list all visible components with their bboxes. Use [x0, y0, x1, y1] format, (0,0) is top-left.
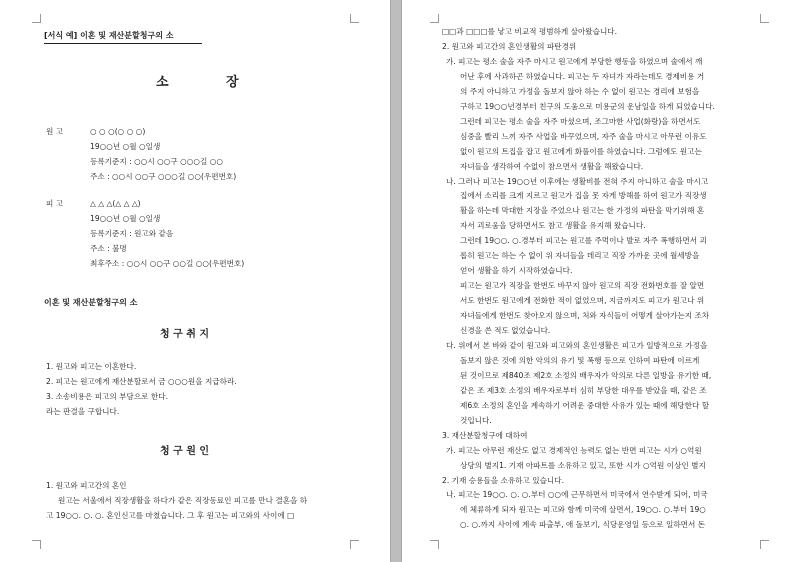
cause-line: 고 19○○. ○. ○. 혼인신고를 마쳤습니다. 그 후 원고는 피고와의 사이에 □: [46, 511, 295, 520]
crop-mark: [760, 540, 769, 549]
body-line: 얻어 생활을 하기 시작하였습니다.: [460, 266, 573, 276]
body-line: ○. ○.까지 사이에 계속 파출부, 애 돌보기, 식당운영일 등으로 일하면서 돈: [460, 520, 706, 530]
defendant-registration: 등록기준지 : 원고와 같음: [90, 229, 174, 238]
body-line: 집에서 소리를 크게 지르고 원고가 집을 못 자게 방해를 하여 원고가 직장생: [460, 191, 707, 201]
body-line: 같은 조 제3호 소정의 배우자로부터 심히 부당한 대우를 받았을 때, 같은 조: [460, 385, 707, 395]
claim-item: 3. 소송비용은 피고의 부담으로 한다.: [46, 392, 169, 401]
body-line: 에 체류하게 되자 원고는 피고와 함께 미국에 살면서, 19○○. ○.부터 19○: [460, 505, 706, 515]
plaintiff-birth: 19○○년 ○월 ○일생: [90, 142, 161, 151]
claim-item: 2. 피고는 원고에게 재산분할로서 금 ○○○원을 지급하라.: [46, 377, 237, 386]
body-line: 가. 피고는 아무런 재산도 없고 경제적인 능력도 없는 반면 피고는 시가 ○억원: [446, 445, 702, 455]
crop-mark: [350, 14, 359, 23]
crop-mark: [430, 540, 439, 549]
body-line: 된 것이므로 제840조 제2호 소정의 배우자가 악의로 다른 일방을 유기한 때,: [460, 370, 712, 380]
body-line: 신경을 쓴 적도 없었습니다.: [460, 326, 551, 335]
body-line: 자녀들을 생각하여 수없이 참으면서 생활을 해왔습니다.: [460, 161, 644, 171]
plaintiff-registration: 등록기준지 : ○○시 ○○구 ○○○길 ○○: [90, 157, 223, 166]
crop-mark: [32, 540, 41, 549]
body-line: 자녀들에게 한번도 찾아오지 않으며, 처와 자식들이 어떻게 살아가는지 조차: [460, 311, 710, 321]
doc-title-char-1: 소: [156, 75, 169, 90]
form-label: [서식 예] 이혼 및 재산분할청구의 소: [44, 31, 174, 40]
defendant-name: △ △ △(△ △ △): [90, 199, 141, 208]
body-line: 것입니다.: [460, 415, 492, 425]
body-line: 없이 원고의 트집을 잡고 원고에게 화풀이를 하였습니다. 그럼에도 원고는: [460, 146, 702, 156]
body-line: 돌보지 않은 것에 의한 악의의 유기 및 폭행 등으로 인하여 파탄에 이르게: [460, 355, 700, 365]
body-line: 피고는 원고가 직장을 한번도 바꾸지 않아 원고의 직장 전화번호를 잘 알면: [460, 281, 705, 291]
body-line: 가. 피고는 평소 술을 자주 마시고 원고에게 부당한 행동을 하였으며 술에서 깨: [446, 56, 703, 66]
form-label-underline: [44, 43, 202, 44]
body-line: 자서 괴로움을 당하면서도 참고 생활을 유지해 왔습니다.: [460, 221, 646, 231]
defendant-birth: 19○○년 ○월 ○일생: [90, 214, 161, 223]
body-line: 그런데 19○○. ○.경부터 피고는 원고를 주먹이나 발로 자주 폭행하면서 괴: [460, 236, 707, 246]
defendant-address: 주소 : 불명: [90, 244, 127, 253]
body-line: 2. 원고와 피고간의 혼인생활의 파탄경위: [442, 41, 577, 51]
claim-purpose-title: 청 구 취 지: [160, 329, 210, 340]
body-line: 나. 그러나 피고는 19○○년 이후에는 생활비를 전혀 주지 아니하고 술을 마시고: [446, 176, 709, 186]
body-line: 심중을 빨리 느끼 자주 사업을 바꾸었으며, 자주 술을 마시고 아무런 이유도: [460, 131, 707, 141]
claim-item: 1. 원고와 피고는 이혼한다.: [46, 362, 137, 371]
document-page-right: [402, 0, 800, 562]
body-line: 어난 후에 사과하곤 하였습니다. 피고는 두 자녀가 자라는데도 경제비용 거: [460, 71, 705, 81]
body-line: □□과 □□□를 낳고 비교적 평범하게 살아왔습니다.: [442, 27, 618, 36]
cause-line: 원고는 서울에서 직장생활을 하다가 같은 직장동료인 피고를 만나 결혼을 하: [58, 496, 308, 505]
crop-mark: [430, 14, 439, 23]
doc-title-char-2: 장: [226, 75, 239, 90]
body-line: 제6호 소정의 혼인을 계속하기 어려운 중대한 사유가 있는 때에 해당한다 할: [460, 400, 710, 410]
document-page-left: [0, 0, 390, 562]
crop-mark: [32, 14, 41, 23]
body-line: 활을 하는데 막대한 지장을 주었으나 원고는 한 가정의 파탄을 막기위해 혼: [460, 206, 705, 216]
defendant-label: 피 고: [46, 199, 64, 208]
claim-closing: 라는 판결을 구합니다.: [46, 407, 120, 416]
case-name: 이혼 및 재산분할청구의 소: [44, 298, 138, 307]
cause-heading: 1. 원고와 피고간의 혼인: [46, 481, 127, 490]
body-line: 나. 피고는 19○○. ○. ○.부터 ○○에 근무하면서 미국에서 연수받게 되어, 미국: [446, 490, 708, 500]
body-line: 다. 위에서 본 바와 같이 원고와 피고와의 혼인생활은 피고가 일방적으로 가정을: [446, 340, 708, 350]
body-line: 3. 재산분할청구에 대하여: [442, 430, 528, 440]
body-line: 그런데 피고는 평소 술을 자주 마셨으며, 조그마한 사업(화랑)을 하면서도: [460, 116, 701, 126]
body-line: 2. 기재 승용들을 소유하고 있습니다.: [442, 475, 565, 485]
crop-mark: [760, 14, 769, 23]
page-gutter: [390, 0, 402, 562]
body-line: 상당의 별지1. 기재 아파트를 소유하고 있고, 또한 시가 ○억원 이상인 별지: [460, 460, 706, 470]
plaintiff-label: 원 고: [46, 127, 64, 136]
body-line: 롭히 원고는 하는 수 없이 위 자녀들을 데리고 직장 가까운 곳에 월세방을: [460, 251, 700, 261]
plaintiff-name: ○ ○ ○(○ ○ ○): [90, 127, 146, 136]
body-line: 서도 한번도 원고에게 전화한 적이 없었으며, 지금까지도 피고가 원고나 위: [460, 296, 705, 306]
body-line: 구하고 19○○년경부터 친구의 도움으로 미용군의 운남일을 하게 되었습니다.: [460, 101, 715, 111]
crop-mark: [350, 540, 359, 549]
claim-cause-title: 청 구 원 인: [160, 446, 210, 457]
defendant-last-address: 최후주소 : ○○시 ○○구 ○○길 ○○(우편번호): [90, 259, 245, 268]
plaintiff-address: 주소 : ○○시 ○○구 ○○○길 ○○(우편번호): [90, 172, 237, 181]
body-line: 의 주지 아니하고 가정을 돌보지 않아 하는 수 없이 원고는 경리에 보험을: [460, 86, 700, 96]
